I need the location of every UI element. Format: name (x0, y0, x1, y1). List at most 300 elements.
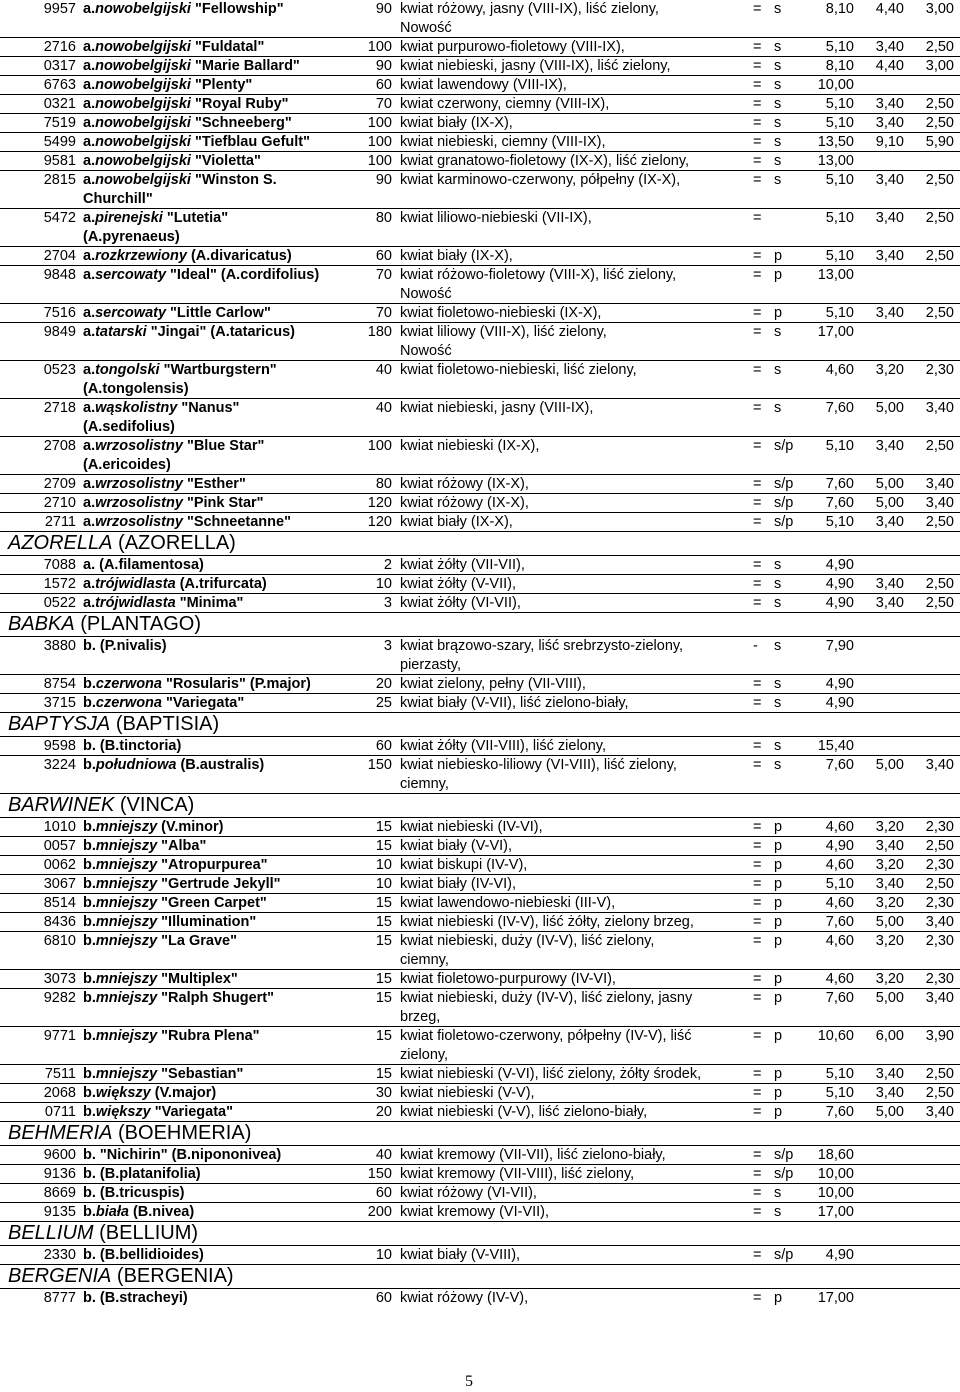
species-abbrev: a. (83, 172, 96, 188)
genus-name-latin: (BELLIUM) (93, 1222, 199, 1244)
price-3: 2,50 (925, 1066, 954, 1082)
site-code: s (774, 362, 782, 378)
price-3: 2,50 (925, 248, 954, 264)
price-1: 7,60 (825, 476, 854, 492)
plant-name (83, 247, 292, 266)
cultivar-name: (V.minor) (157, 819, 224, 835)
flower-description: kwiat żółty (V-VII), (400, 576, 517, 592)
site-code: s/p (774, 1247, 794, 1263)
price-3: 2,50 (925, 115, 954, 131)
price-3: 2,50 (925, 39, 954, 55)
availability-mark: = (753, 495, 762, 511)
site-code: s (774, 557, 782, 573)
table-row (0, 694, 960, 713)
plant-height: 2 (383, 557, 392, 573)
species-abbrev: a. (83, 115, 96, 131)
plant-height: 70 (375, 96, 392, 112)
flower-description: kwiat niebiesko-liliowy (VI-VIII), liść zielony, (400, 757, 677, 773)
plant-height: 15 (375, 895, 392, 911)
plant-name (83, 494, 264, 513)
plant-name (83, 1203, 194, 1222)
plant-height: 60 (375, 738, 392, 754)
species-name: większy (95, 1104, 151, 1120)
plant-name-line2: (A.pyrenaeus) (83, 229, 180, 245)
catalog-number: 3880 (43, 638, 76, 654)
catalog-number: 3715 (43, 695, 76, 711)
species-abbrev: a. (83, 514, 96, 530)
species-name: nowobelgijski (95, 153, 191, 169)
price-3: 2,30 (925, 857, 954, 873)
site-code: p (774, 914, 783, 930)
catalog-number: 8514 (43, 895, 76, 911)
genus-heading (0, 1265, 960, 1289)
cultivar-name: "Schneeberg" (190, 115, 292, 131)
site-code: p (774, 857, 783, 873)
cultivar-name: "Royal Ruby" (190, 96, 289, 112)
site-code: p (774, 1085, 783, 1101)
availability-mark: = (753, 695, 762, 711)
availability-mark: = (753, 96, 762, 112)
plant-height: 10 (375, 857, 392, 873)
price-1: 4,60 (825, 362, 854, 378)
site-code: s (774, 324, 782, 340)
table-row (0, 76, 960, 95)
plant-height: 15 (375, 933, 392, 949)
cultivar-name: "Wartburgstern" (159, 362, 277, 378)
availability-mark: = (753, 557, 762, 573)
flower-description: kwiat zielony, pełny (VII-VIII), (400, 676, 586, 692)
table-row (0, 675, 960, 694)
species-name: południowa (95, 757, 177, 773)
cultivar-name: "Ideal" (A.cordifolius) (166, 267, 320, 283)
price-1: 10,00 (817, 77, 854, 93)
plant-name (83, 266, 319, 285)
species-name: mniejszy (95, 857, 158, 873)
table-row (0, 437, 960, 475)
price-1: 7,90 (825, 638, 854, 654)
species-name: mniejszy (95, 819, 158, 835)
plant-name-line2: (A.sedifolius) (83, 419, 175, 435)
catalog-number: 3067 (43, 876, 76, 892)
availability-mark: = (753, 933, 762, 949)
plant-height: 60 (375, 1290, 392, 1306)
price-3: 2,30 (925, 819, 954, 835)
availability-mark: = (753, 876, 762, 892)
price-2: 3,40 (875, 39, 904, 55)
table-row (0, 38, 960, 57)
table-row (0, 1103, 960, 1122)
site-code: p (774, 933, 783, 949)
species-abbrev: b. (83, 738, 96, 754)
plant-name (83, 637, 167, 656)
flower-description: kwiat żółty (VII-VIII), liść zielony, (400, 738, 606, 754)
flower-description: kwiat różowy (VI-VII), (400, 1185, 537, 1201)
site-code: s/p (774, 438, 794, 454)
availability-mark: = (753, 576, 762, 592)
availability-mark: = (753, 1185, 762, 1201)
price-2: 3,40 (875, 1066, 904, 1082)
cultivar-name: "Schneetanne" (182, 514, 291, 530)
cultivar-name: "Variegata" (161, 695, 245, 711)
price-1: 4,90 (825, 1247, 854, 1263)
cultivar-name: "Fellowship" (190, 1, 284, 17)
flower-description: kwiat żółty (VII-VII), (400, 557, 525, 573)
flower-description: kwiat fioletowo-niebieski, liść zielony, (400, 362, 637, 378)
price-3: 3,40 (925, 476, 954, 492)
species-name: mniejszy (95, 838, 158, 854)
price-3: 3,40 (925, 990, 954, 1006)
price-1: 5,10 (825, 115, 854, 131)
cultivar-name: "Rosularis" (P.major) (161, 676, 311, 692)
plant-height: 15 (375, 971, 392, 987)
price-1: 8,10 (825, 58, 854, 74)
plant-name (83, 475, 246, 494)
flower-description: kwiat biały (IX-X), (400, 514, 513, 530)
flower-description: kwiat różowy (IV-V), (400, 1290, 529, 1306)
price-1: 4,60 (825, 971, 854, 987)
catalog-number: 9581 (43, 153, 76, 169)
cultivar-name: "Nanus" (177, 400, 240, 416)
table-row (0, 1027, 960, 1065)
species-name: nowobelgijski (95, 77, 191, 93)
site-code: s (774, 77, 782, 93)
cultivar-name: "Little Carlow" (166, 305, 271, 321)
species-name: mniejszy (95, 971, 158, 987)
species-abbrev: a. (83, 576, 96, 592)
flower-description: kwiat biały (IX-X), (400, 115, 513, 131)
catalog-number: 9600 (43, 1147, 76, 1163)
catalog-number: 2704 (43, 248, 76, 264)
plant-name (83, 1184, 185, 1203)
catalog-number: 9282 (43, 990, 76, 1006)
catalog-number: 6763 (43, 77, 76, 93)
genus-name-pl: BAPTYSJA (8, 713, 111, 735)
flower-description: kwiat biały (V-VIII), (400, 1247, 521, 1263)
availability-mark: = (753, 153, 762, 169)
flower-description: kwiat kremowy (VII-VII), liść zielono-biały, (400, 1147, 666, 1163)
site-code: s/p (774, 1166, 794, 1182)
price-2: 3,20 (875, 933, 904, 949)
flower-description: kwiat fioletowo-niebieski (IX-X), (400, 305, 602, 321)
plant-height: 80 (375, 476, 392, 492)
price-1: 4,60 (825, 933, 854, 949)
species-abbrev: b. (83, 1066, 96, 1082)
catalog-number: 2708 (43, 438, 76, 454)
plant-name (83, 133, 310, 152)
plant-name (83, 970, 238, 989)
price-3: 5,90 (925, 134, 954, 150)
plant-height: 60 (375, 248, 392, 264)
species-name: rozkrzewiony (95, 248, 187, 264)
price-3: 3,00 (925, 1, 954, 17)
plant-height: 150 (367, 757, 392, 773)
availability-mark: = (753, 400, 762, 416)
availability-mark: = (753, 1085, 762, 1101)
site-code: s (774, 576, 782, 592)
price-1: 17,00 (817, 1290, 854, 1306)
price-1: 5,10 (825, 305, 854, 321)
species-abbrev: a. (83, 476, 96, 492)
plant-height: 25 (375, 695, 392, 711)
catalog-number: 1572 (43, 576, 76, 592)
species-abbrev: b. (83, 1085, 96, 1101)
species-abbrev: a. (83, 305, 96, 321)
plant-name (83, 513, 291, 532)
price-2: 5,00 (875, 914, 904, 930)
price-2: 3,40 (875, 248, 904, 264)
cultivar-name: "Esther" (182, 476, 246, 492)
cultivar-name: (A.divaricatus) (186, 248, 292, 264)
site-code: p (774, 895, 783, 911)
catalog-number: 2716 (43, 39, 76, 55)
species-name: nowobelgijski (95, 39, 191, 55)
plant-height: 70 (375, 267, 392, 283)
genus-name-latin: (BERGENIA) (111, 1265, 234, 1287)
availability-mark: = (753, 134, 762, 150)
species-name: mniejszy (95, 876, 158, 892)
price-3: 3,40 (925, 495, 954, 511)
availability-mark: = (753, 248, 762, 264)
species-name: nowobelgijski (95, 58, 191, 74)
cultivar-name: "Blue Star" (182, 438, 265, 454)
price-2: 3,20 (875, 362, 904, 378)
species-abbrev: b. (83, 1204, 96, 1220)
species-abbrev: b. (83, 990, 96, 1006)
table-row (0, 114, 960, 133)
genus-name-pl: BELLIUM (8, 1222, 94, 1244)
site-code: s (774, 695, 782, 711)
availability-mark: = (753, 1166, 762, 1182)
availability-mark: = (753, 914, 762, 930)
availability-mark: = (753, 305, 762, 321)
price-3: 2,50 (925, 576, 954, 592)
availability-mark: = (753, 595, 762, 611)
species-abbrev: b. (83, 1028, 96, 1044)
flower-description: kwiat różowy (IX-X), (400, 495, 529, 511)
species-abbrev: b. (83, 971, 96, 987)
plant-name (83, 209, 228, 228)
price-1: 5,10 (825, 39, 854, 55)
catalog-number: 9598 (43, 738, 76, 754)
flower-description: kwiat biskupi (IV-V), (400, 857, 528, 873)
table-row (0, 875, 960, 894)
plant-height: 60 (375, 77, 392, 93)
plant-height: 60 (375, 1185, 392, 1201)
site-code: s/p (774, 476, 794, 492)
availability-mark: = (753, 838, 762, 854)
page-number: 5 (465, 1373, 473, 1390)
price-1: 7,60 (825, 495, 854, 511)
cultivar-name: "Violetta" (190, 153, 261, 169)
availability-mark: = (753, 1, 762, 17)
table-row (0, 1184, 960, 1203)
price-2: 3,40 (875, 210, 904, 226)
plant-height: 40 (375, 362, 392, 378)
cultivar-name: "Jingai" (A.tataricus) (146, 324, 295, 340)
table-row (0, 1246, 960, 1265)
table-row (0, 575, 960, 594)
flower-description: kwiat różowo-fioletowy (VIII-X), liść zielony, (400, 267, 677, 283)
plant-name (83, 932, 237, 951)
table-row (0, 737, 960, 756)
plant-height: 80 (375, 210, 392, 226)
table-row (0, 171, 960, 209)
species-name: mniejszy (95, 895, 158, 911)
catalog-number: 0321 (43, 96, 76, 112)
catalog-number: 3073 (43, 971, 76, 987)
price-2: 5,00 (875, 757, 904, 773)
plant-height: 90 (375, 1, 392, 17)
species-abbrev: a. (83, 210, 96, 226)
cultivar-name: (B.tinctoria) (95, 738, 182, 754)
price-1: 17,00 (817, 1204, 854, 1220)
price-2: 3,40 (875, 305, 904, 321)
species-name: mniejszy (95, 1028, 158, 1044)
genus-heading (0, 613, 960, 637)
site-code: s/p (774, 514, 794, 530)
site-code: s (774, 39, 782, 55)
catalog-number: 7516 (43, 305, 76, 321)
cultivar-name: (B.nivea) (128, 1204, 195, 1220)
plant-name (83, 989, 274, 1008)
site-code: p (774, 248, 783, 264)
flower-description-line2: Nowość (400, 286, 452, 302)
price-2: 3,40 (875, 438, 904, 454)
species-abbrev: b. (83, 876, 96, 892)
price-2: 3,40 (875, 1085, 904, 1101)
species-name: wrzosolistny (95, 514, 183, 530)
price-3: 2,50 (925, 210, 954, 226)
flower-description: kwiat żółty (VI-VII), (400, 595, 521, 611)
plant-name (83, 1289, 188, 1308)
plant-name (83, 38, 264, 57)
catalog-number: 0523 (43, 362, 76, 378)
species-abbrev: a. (83, 495, 96, 511)
price-1: 7,60 (825, 914, 854, 930)
availability-mark: = (753, 1066, 762, 1082)
price-1: 7,60 (825, 1104, 854, 1120)
price-2: 5,00 (875, 400, 904, 416)
species-abbrev: b. (83, 695, 96, 711)
price-1: 4,90 (825, 595, 854, 611)
price-3: 2,50 (925, 595, 954, 611)
plant-name (83, 171, 277, 190)
price-3: 2,50 (925, 172, 954, 188)
flower-description-line2: ciemny, (400, 952, 449, 968)
cultivar-name: (V.major) (150, 1085, 217, 1101)
site-code: s (774, 400, 782, 416)
species-abbrev: a. (83, 557, 96, 573)
flower-description: kwiat niebieski (V-VI), liść zielony, żółty środek, (400, 1066, 702, 1082)
plant-height: 15 (375, 1028, 392, 1044)
availability-mark: = (753, 990, 762, 1006)
price-3: 3,40 (925, 757, 954, 773)
site-code: s (774, 153, 782, 169)
price-1: 7,60 (825, 400, 854, 416)
species-name: trójwidlasta (95, 595, 176, 611)
cultivar-name: "Pink Star" (182, 495, 264, 511)
table-row (0, 209, 960, 247)
plant-height: 100 (367, 153, 392, 169)
plant-height: 3 (383, 595, 392, 611)
species-abbrev: a. (83, 39, 96, 55)
plant-height: 15 (375, 819, 392, 835)
price-2: 3,20 (875, 819, 904, 835)
site-code: s (774, 595, 782, 611)
flower-description: kwiat liliowo-niebieski (VII-IX), (400, 210, 592, 226)
price-1: 5,10 (825, 1085, 854, 1101)
catalog-number: 0317 (43, 58, 76, 74)
price-2: 3,40 (875, 576, 904, 592)
cultivar-name: (P.nivalis) (95, 638, 167, 654)
species-name: nowobelgijski (95, 1, 191, 17)
price-1: 15,40 (817, 738, 854, 754)
flower-description: kwiat fioletowo-czerwony, półpełny (IV-V), liść (400, 1028, 692, 1044)
plant-name (83, 737, 181, 756)
price-2: 6,00 (875, 1028, 904, 1044)
flower-description: kwiat karminowo-czerwony, półpełny (IX-X), (400, 172, 681, 188)
plant-height: 100 (367, 438, 392, 454)
table-row (0, 1065, 960, 1084)
price-2: 3,40 (875, 96, 904, 112)
site-code: s/p (774, 495, 794, 511)
species-abbrev: b. (83, 914, 96, 930)
flower-description: kwiat liliowy (VIII-X), liść zielony, (400, 324, 607, 340)
flower-description-line2: Nowość (400, 20, 452, 36)
cultivar-name: "Minima" (175, 595, 244, 611)
flower-description: kwiat kremowy (VII-VIII), liść zielony, (400, 1166, 635, 1182)
catalog-number: 9135 (43, 1204, 76, 1220)
species-abbrev: b. (83, 1247, 96, 1263)
species-name: nowobelgijski (95, 172, 191, 188)
availability-mark: = (753, 362, 762, 378)
plant-height: 10 (375, 1247, 392, 1263)
genus-heading (0, 532, 960, 556)
flower-description: kwiat niebieski (IV-V), liść żółty, zielony brzeg, (400, 914, 694, 930)
species-name: wrzosolistny (95, 476, 183, 492)
species-abbrev: b. (83, 857, 96, 873)
price-2: 5,00 (875, 1104, 904, 1120)
catalog-number: 8777 (43, 1290, 76, 1306)
cultivar-name: "Multiplex" (157, 971, 238, 987)
cultivar-name: "Gertrude Jekyll" (157, 876, 281, 892)
plant-height: 15 (375, 990, 392, 1006)
table-row (0, 399, 960, 437)
price-2: 5,00 (875, 990, 904, 1006)
table-row (0, 837, 960, 856)
flower-description: kwiat niebieski (V-V), (400, 1085, 535, 1101)
availability-mark: = (753, 1028, 762, 1044)
site-code: p (774, 1028, 783, 1044)
price-2: 3,40 (875, 115, 904, 131)
cultivar-name: "Nichirin" (B.nipononivea) (95, 1147, 282, 1163)
flower-description: kwiat lawendowo-niebieski (III-V), (400, 895, 616, 911)
price-3: 3,40 (925, 1104, 954, 1120)
site-code: p (774, 1290, 783, 1306)
price-1: 5,10 (825, 96, 854, 112)
price-1: 13,50 (817, 134, 854, 150)
price-1: 4,90 (825, 576, 854, 592)
site-code: p (774, 990, 783, 1006)
flower-description: kwiat różowy (IX-X), (400, 476, 529, 492)
catalog-number: 0711 (44, 1104, 76, 1120)
price-3: 2,50 (925, 876, 954, 892)
plant-name (83, 694, 244, 713)
genus-heading (0, 713, 960, 737)
availability-mark: = (753, 324, 762, 340)
catalog-number: 9771 (43, 1028, 76, 1044)
genus-name-latin: (PLANTAGO) (74, 613, 202, 635)
